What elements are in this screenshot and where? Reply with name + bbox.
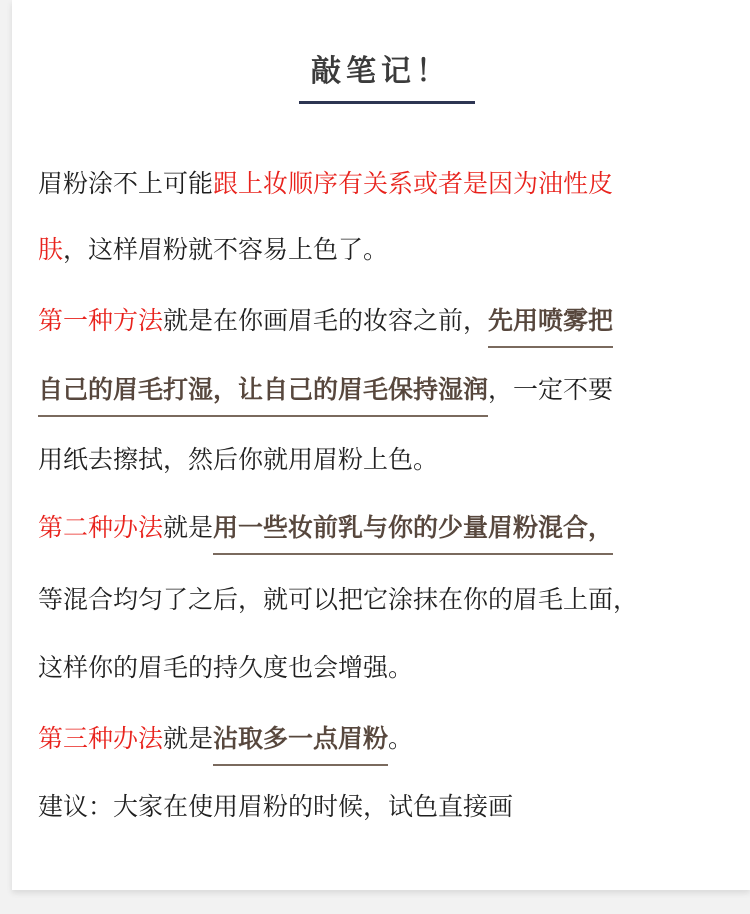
text-run: 眉粉涂不上可能 bbox=[38, 169, 214, 198]
text-line bbox=[38, 722, 413, 766]
text-run: 就是 bbox=[163, 513, 214, 542]
text-run: 等混合均匀了之后，就可以把它涂抹在你的眉毛上面， bbox=[38, 585, 639, 614]
text-line bbox=[38, 511, 613, 555]
method-label: 第一种方法 bbox=[38, 306, 164, 335]
text-run: 就是 bbox=[163, 724, 214, 753]
text-run: 建议：大家在使用眉粉的时候，试色直接画 bbox=[38, 792, 514, 821]
method-label: 第三种办法 bbox=[38, 724, 164, 753]
text-line bbox=[38, 790, 513, 824]
highlight-red: 肤 bbox=[38, 235, 64, 264]
text-line bbox=[38, 651, 413, 685]
highlight-red: 跟上妆顺序有关系或者是因为油性皮 bbox=[213, 169, 614, 198]
text-line bbox=[38, 233, 388, 267]
title-underline bbox=[299, 101, 475, 104]
emphasis-underlined: 自己的眉毛打湿，让自己的眉毛保持湿润 bbox=[38, 373, 488, 417]
text-run: ，一定不要 bbox=[488, 375, 614, 404]
text-run: 就是在你画眉毛的妆容之前， bbox=[163, 306, 489, 335]
emphasis-underlined: 沾取多一点眉粉 bbox=[213, 722, 388, 766]
text-line bbox=[38, 167, 613, 201]
text-line bbox=[38, 583, 638, 617]
emphasis-underlined: 先用喷雾把 bbox=[488, 304, 613, 348]
method-label: 第二种办法 bbox=[38, 513, 164, 542]
text-run: 。 bbox=[388, 724, 414, 753]
text-run: 用纸去擦拭，然后你就用眉粉上色。 bbox=[38, 445, 439, 474]
page-title: 敲笔记！ bbox=[311, 54, 451, 89]
text-line bbox=[38, 304, 613, 348]
emphasis-underlined: 用一些妆前乳与你的少量眉粉混合， bbox=[213, 511, 613, 555]
text-line bbox=[38, 443, 438, 477]
text-run: 这样你的眉毛的持久度也会增强。 bbox=[38, 653, 414, 682]
text-line bbox=[38, 373, 613, 417]
article-card bbox=[12, 0, 750, 890]
text-run: ，这样眉粉就不容易上色了。 bbox=[63, 235, 389, 264]
